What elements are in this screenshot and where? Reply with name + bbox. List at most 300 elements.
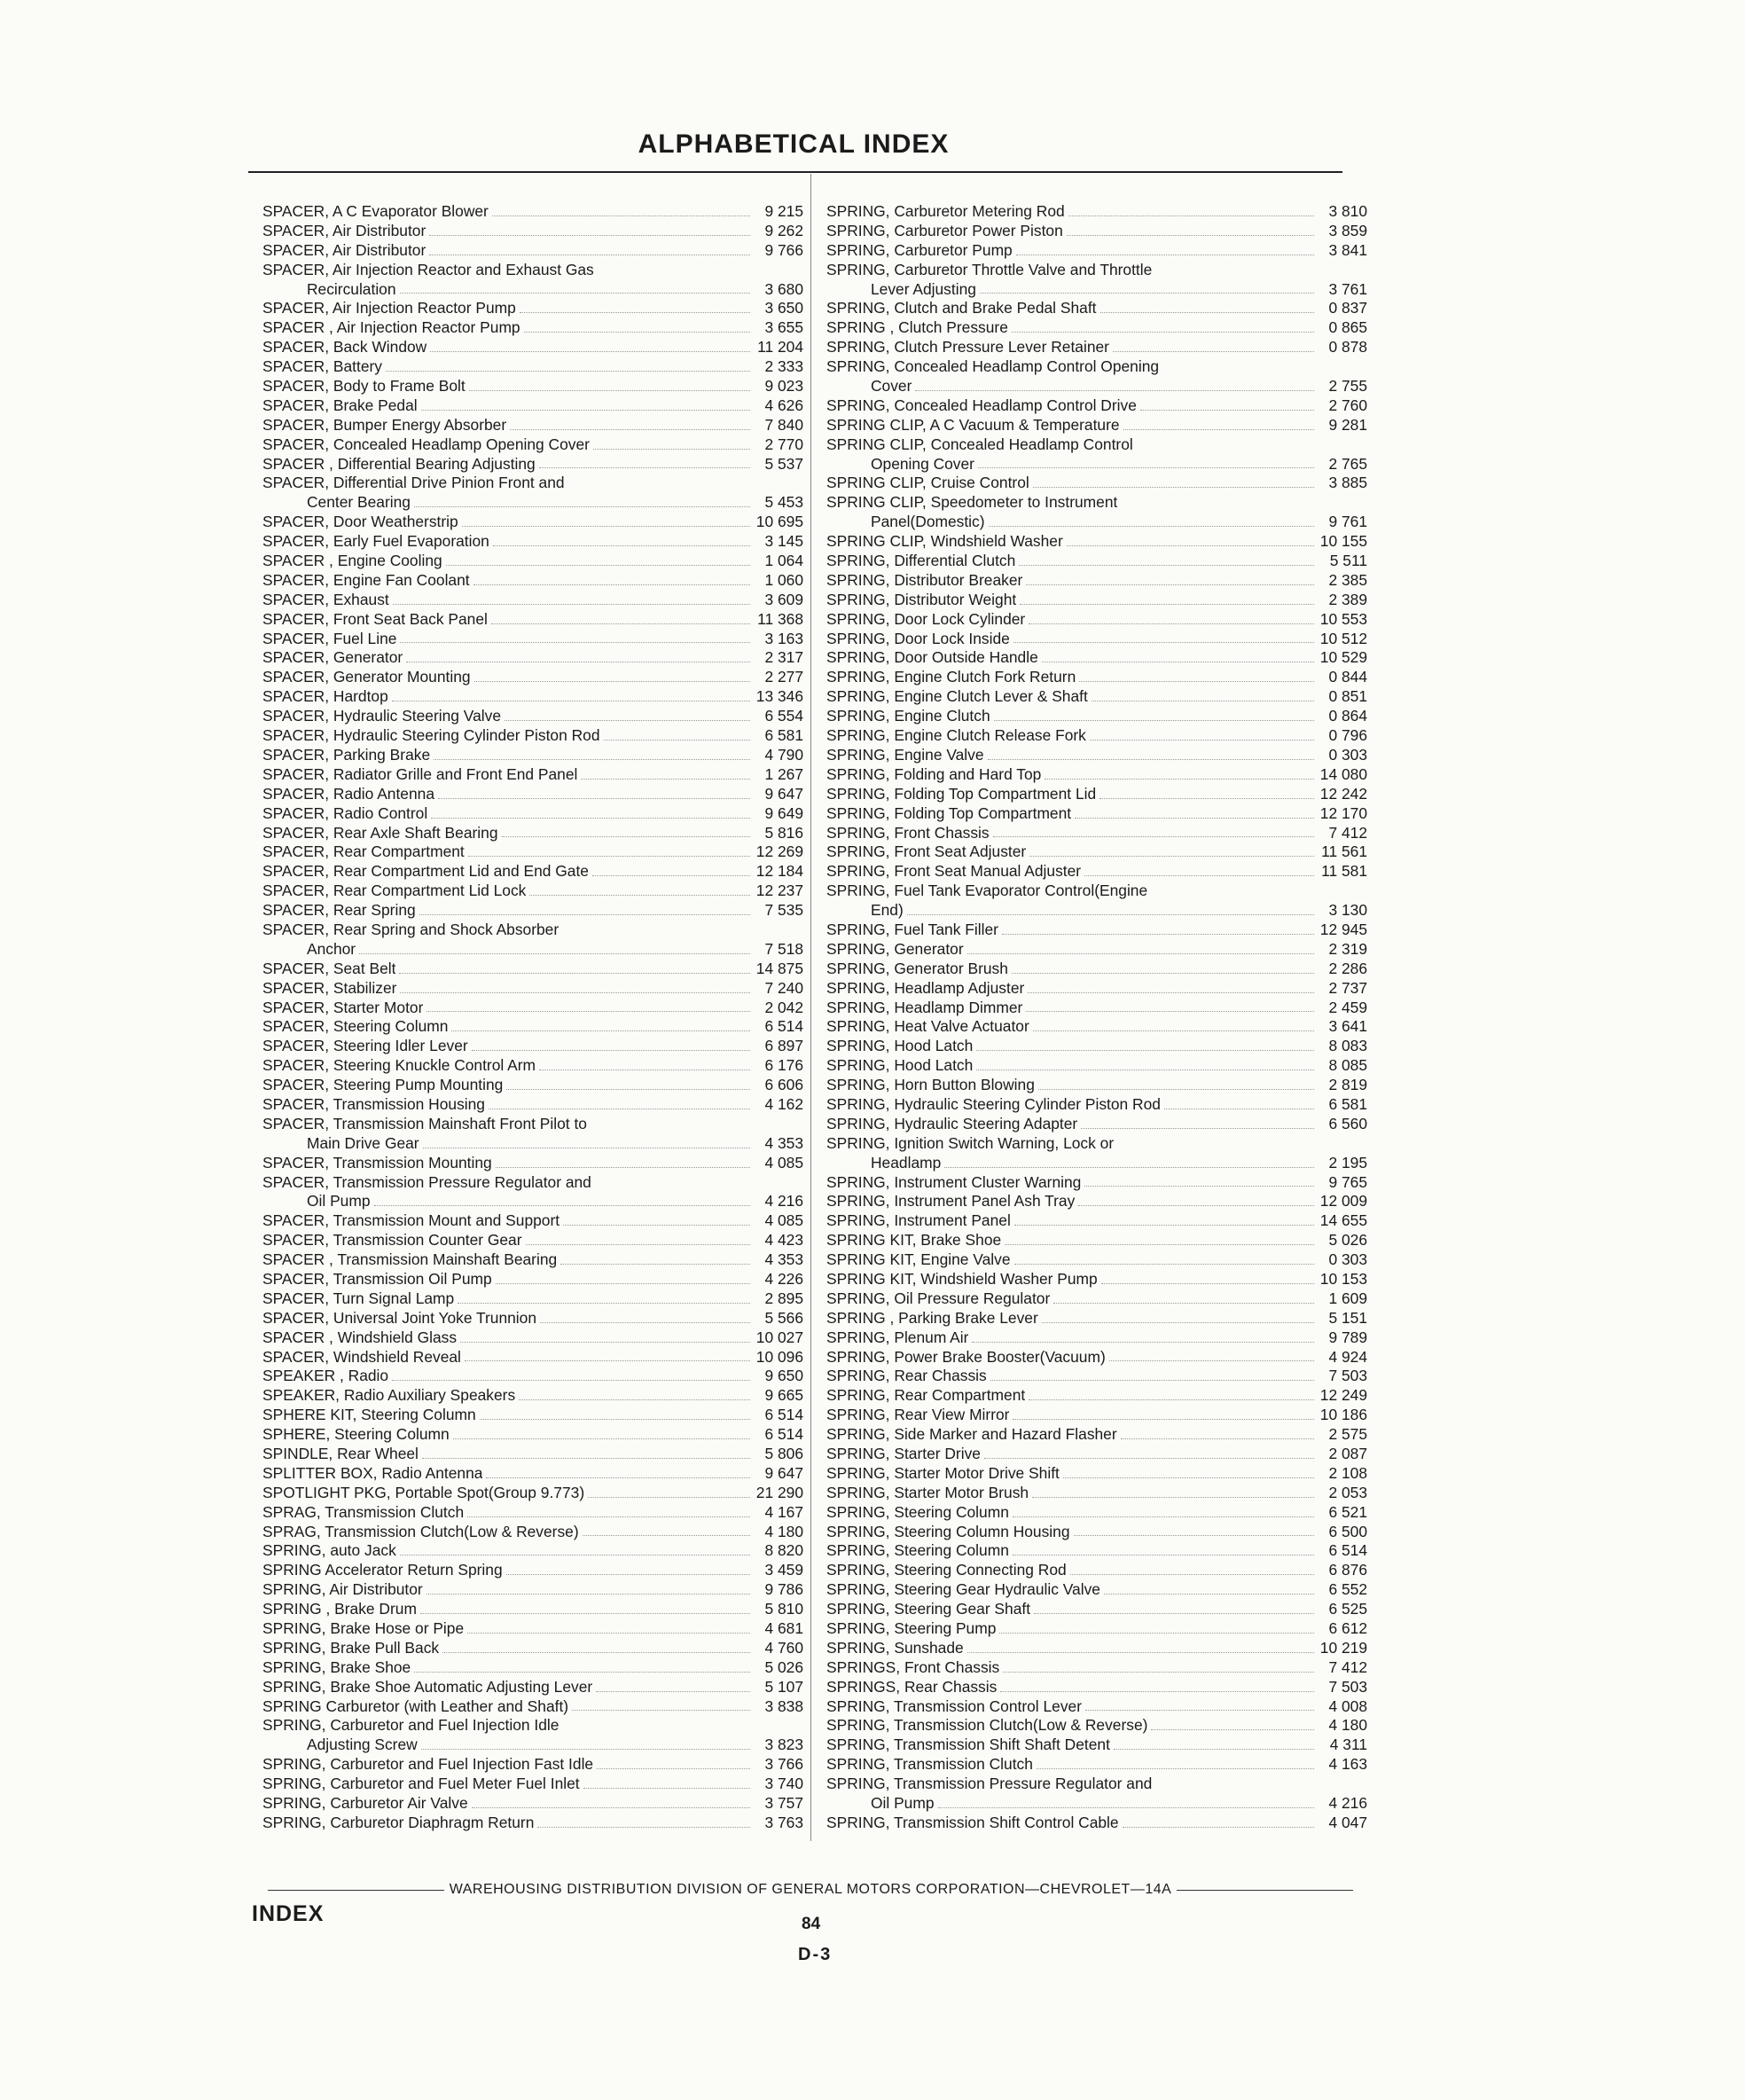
index-entry xyxy=(826,1211,1367,1231)
entry-name: SPRING, Instrument Panel xyxy=(826,1211,1011,1230)
index-entry xyxy=(262,1464,803,1484)
dot-leader xyxy=(469,377,750,391)
entry-name: SPACER, Radio Control xyxy=(262,803,428,822)
entry-page-ref: 4 790 xyxy=(764,745,803,764)
entry-name: SPHERE, Steering Column xyxy=(262,1425,450,1444)
dot-leader xyxy=(1068,202,1314,216)
entry-name: Anchor xyxy=(307,939,356,958)
index-entry xyxy=(262,552,803,571)
entry-page-ref: 2 389 xyxy=(1328,590,1367,608)
entry-name: SPRING, Transmission Shift Control Cable xyxy=(826,1813,1119,1831)
entry-page-ref: 0 865 xyxy=(1328,318,1367,337)
entry-name: SPRING, Steering Connecting Rod xyxy=(826,1561,1067,1579)
index-entry xyxy=(826,318,1367,338)
entry-name: SPRING, Steering Gear Shaft xyxy=(826,1600,1031,1618)
entry-page-ref: 10 695 xyxy=(755,513,803,531)
index-entry xyxy=(262,1580,803,1600)
entry-page-ref: 6 612 xyxy=(1328,1619,1367,1638)
index-entry xyxy=(262,1211,803,1231)
index-entry xyxy=(262,1658,803,1678)
dot-leader xyxy=(430,338,750,352)
dot-leader xyxy=(1019,552,1314,566)
dot-leader xyxy=(421,1736,750,1750)
index-entry xyxy=(826,1678,1367,1697)
entry-name: SPRING, Distributor Weight xyxy=(826,590,1017,608)
entry-page-ref: 9 650 xyxy=(764,1367,803,1385)
index-entry xyxy=(826,940,1367,960)
index-entry xyxy=(262,940,803,960)
entry-name: SPRING, Carburetor Metering Rod xyxy=(826,202,1065,220)
dot-leader xyxy=(1075,804,1314,819)
dot-leader xyxy=(426,999,750,1013)
index-entry xyxy=(826,396,1367,416)
entry-name: End) xyxy=(871,901,904,920)
entry-name: Center Bearing xyxy=(307,493,411,512)
entry-name: SPRING, Carburetor Air Valve xyxy=(262,1794,468,1813)
dot-leader xyxy=(1100,299,1315,313)
dot-leader xyxy=(472,1794,750,1808)
entry-page-ref: 3 130 xyxy=(1328,901,1367,920)
index-column-left xyxy=(262,202,803,1833)
index-entry xyxy=(262,222,803,241)
dot-leader xyxy=(563,1211,750,1226)
index-entry xyxy=(262,1814,803,1833)
dot-leader xyxy=(392,687,750,701)
entry-page-ref: 6 581 xyxy=(764,726,803,745)
entry-name: SPRING, auto Jack xyxy=(262,1541,396,1560)
dot-leader xyxy=(988,746,1314,760)
entry-name: SPRING CLIP, A C Vacuum & Temperature xyxy=(826,415,1120,434)
index-entry xyxy=(826,1658,1367,1678)
index-entry xyxy=(826,1541,1367,1561)
dot-leader xyxy=(1014,1250,1315,1265)
index-entry xyxy=(826,882,1367,901)
entry-page-ref: 5 806 xyxy=(764,1445,803,1462)
index-entry xyxy=(262,1115,803,1134)
entry-page-ref: 0 796 xyxy=(1328,726,1367,745)
section-code: D-3 xyxy=(798,1945,833,1964)
entry-name: SPACER, Hydraulic Steering Cylinder Piston Rod xyxy=(262,726,600,745)
index-entry xyxy=(262,435,803,455)
index-entry xyxy=(826,1095,1367,1115)
entry-name: SPRING, Carburetor Pump xyxy=(826,240,1013,259)
dot-leader xyxy=(915,377,1314,391)
dot-leader xyxy=(492,202,750,216)
entry-name: SPRING, Carburetor and Fuel Injection Fast Idle xyxy=(262,1755,594,1774)
dot-leader xyxy=(1016,241,1314,255)
entry-name: SPACER, Differential Drive Pinion Front and xyxy=(262,474,565,492)
dot-leader xyxy=(583,1775,750,1789)
dot-leader xyxy=(422,1445,750,1459)
entry-name: SPACER, Windshield Reveal xyxy=(262,1347,461,1366)
entry-name: SPRING, Engine Clutch Fork Return xyxy=(826,668,1076,686)
index-column-right xyxy=(826,202,1367,1833)
index-entry xyxy=(826,513,1367,532)
dot-leader xyxy=(972,1328,1314,1343)
entry-page-ref: 1 609 xyxy=(1328,1289,1367,1307)
footer-division-line xyxy=(262,1882,1358,1898)
dot-leader xyxy=(604,726,751,740)
dot-leader xyxy=(434,746,750,760)
index-entry xyxy=(826,474,1367,493)
entry-page-ref: 6 514 xyxy=(1328,1541,1367,1560)
dot-leader xyxy=(399,960,750,974)
entry-page-ref: 9 761 xyxy=(1328,513,1367,531)
entry-page-ref: 4 226 xyxy=(764,1269,803,1288)
index-entry xyxy=(262,901,803,921)
dot-leader xyxy=(1037,1755,1314,1769)
entry-name: SPRING KIT, Brake Shoe xyxy=(826,1231,1002,1250)
entry-name: Adjusting Screw xyxy=(307,1736,418,1754)
index-entry xyxy=(826,1173,1367,1193)
entry-page-ref: 7 840 xyxy=(764,415,803,434)
index-entry xyxy=(262,1134,803,1154)
dot-leader xyxy=(468,842,750,857)
index-entry xyxy=(826,1600,1367,1619)
index-entry xyxy=(826,416,1367,435)
entry-page-ref: 2 317 xyxy=(764,648,803,667)
index-entry xyxy=(262,1367,803,1386)
entry-name: SPACER, Radiator Grille and Front End Panel xyxy=(262,764,578,783)
dot-leader xyxy=(593,435,750,450)
index-entry xyxy=(262,979,803,999)
entry-page-ref: 5 453 xyxy=(764,493,803,512)
entry-name: SPACER, Radio Antenna xyxy=(262,784,434,803)
index-entry xyxy=(262,1154,803,1173)
dot-leader xyxy=(414,493,750,507)
entry-page-ref: 2 760 xyxy=(1328,396,1367,414)
index-entry xyxy=(262,1192,803,1211)
entry-name: SPRING, Brake Shoe Automatic Adjusting Lever xyxy=(262,1677,593,1696)
entry-name: SPRING CLIP, Cruise Control xyxy=(826,474,1029,492)
page-number: 84 xyxy=(802,1915,821,1933)
entry-page-ref: 2 087 xyxy=(1328,1445,1367,1462)
dot-leader xyxy=(1084,862,1314,876)
index-entry xyxy=(826,241,1367,261)
dot-leader xyxy=(588,1484,750,1498)
dot-leader xyxy=(393,591,750,605)
entry-name: Headlamp xyxy=(871,1153,942,1171)
index-entry xyxy=(826,1561,1367,1580)
entry-name: SPRING, Carburetor and Fuel Meter Fuel Inlet xyxy=(262,1775,580,1793)
footer-dash-right xyxy=(1177,1890,1353,1891)
entry-page-ref: 6 560 xyxy=(1328,1114,1367,1132)
dot-leader xyxy=(431,804,750,819)
index-entry xyxy=(826,571,1367,591)
entry-page-ref: 3 740 xyxy=(764,1775,803,1793)
entry-page-ref: 4 008 xyxy=(1328,1696,1367,1715)
entry-page-ref: 11 581 xyxy=(1321,862,1367,881)
entry-name: SPRING, Horn Button Blowing xyxy=(826,1076,1035,1094)
index-entry xyxy=(262,1173,803,1193)
index-entry xyxy=(826,1076,1367,1095)
entry-name: SPACER, Starter Motor xyxy=(262,998,424,1016)
entry-page-ref: 9 765 xyxy=(1328,1172,1367,1191)
dot-leader xyxy=(419,901,750,915)
entry-name: Panel(Domestic) xyxy=(871,513,985,531)
entry-page-ref: 2 895 xyxy=(764,1289,803,1307)
dot-leader xyxy=(400,1541,750,1555)
entry-name: Cover xyxy=(871,377,912,396)
entry-page-ref: 4 047 xyxy=(1328,1813,1367,1831)
entry-name: SPRING, Door Lock Inside xyxy=(826,629,1010,647)
entry-page-ref: 6 176 xyxy=(764,1056,803,1075)
dot-leader xyxy=(1013,630,1314,644)
entry-name: SPRINGS, Front Chassis xyxy=(826,1657,1000,1676)
entry-page-ref: 3 680 xyxy=(764,279,803,298)
entry-page-ref: 1 267 xyxy=(764,764,803,783)
index-entry xyxy=(262,842,803,862)
index-entry xyxy=(262,377,803,396)
entry-name: SPACER, Concealed Headlamp Opening Cover xyxy=(262,435,590,453)
entry-page-ref: 3 885 xyxy=(1328,474,1367,492)
entry-page-ref: 4 353 xyxy=(764,1133,803,1152)
index-entry xyxy=(262,493,803,513)
entry-name: SPRING, Rear View Mirror xyxy=(826,1406,1010,1424)
entry-page-ref: 9 766 xyxy=(764,240,803,259)
entry-name: SPRING, Clutch and Brake Pedal Shaft xyxy=(826,299,1097,317)
index-entry xyxy=(262,261,803,280)
entry-page-ref: 9 647 xyxy=(764,784,803,803)
entry-name: SPRING, Ignition Switch Warning, Lock or xyxy=(826,1133,1115,1152)
entry-name: SPRING, Folding Top Compartment Lid xyxy=(826,784,1097,803)
entry-page-ref: 3 838 xyxy=(764,1696,803,1715)
entry-page-ref: 7 518 xyxy=(764,939,803,958)
index-entry xyxy=(826,1484,1367,1503)
entry-page-ref: 6 514 xyxy=(764,1425,803,1444)
entry-page-ref: 4 216 xyxy=(764,1192,803,1211)
entry-page-ref: 9 647 xyxy=(764,1463,803,1482)
index-entry xyxy=(826,493,1367,513)
index-entry xyxy=(826,1775,1367,1794)
index-entry xyxy=(826,1716,1367,1736)
index-entry xyxy=(262,455,803,474)
dot-leader xyxy=(583,1523,750,1537)
dot-leader xyxy=(446,552,750,566)
entry-page-ref: 5 511 xyxy=(1329,552,1367,570)
dot-leader xyxy=(506,1561,750,1575)
entry-name: SPACER, Turn Signal Lamp xyxy=(262,1289,455,1307)
entry-page-ref: 6 554 xyxy=(764,707,803,725)
entry-name: SPRING , Brake Drum xyxy=(262,1600,417,1618)
index-entry xyxy=(262,726,803,746)
entry-name: SPACER, Transmission Pressure Regulator and xyxy=(262,1172,591,1191)
entry-page-ref: 13 346 xyxy=(755,687,803,706)
dot-leader xyxy=(472,1037,750,1051)
entry-page-ref: 7 412 xyxy=(1328,823,1367,842)
entry-page-ref: 9 665 xyxy=(764,1386,803,1405)
entry-name: Lever Adjusting xyxy=(871,279,976,298)
entry-name: SPRING, Door Lock Cylinder xyxy=(826,609,1026,628)
index-entry xyxy=(826,1192,1367,1211)
index-entry xyxy=(262,785,803,804)
dot-leader xyxy=(967,1639,1314,1653)
index-entry xyxy=(262,357,803,377)
entry-name: SPACER, Generator xyxy=(262,648,403,667)
entry-name: SPRING, Fuel Tank Evaporator Control(Engine xyxy=(826,882,1148,900)
index-entry xyxy=(826,1755,1367,1775)
entry-name: SPRING, Transmission Control Lever xyxy=(826,1696,1083,1715)
index-entry xyxy=(262,1736,803,1755)
dot-leader xyxy=(990,1367,1314,1381)
dot-leader xyxy=(1063,1464,1314,1478)
dot-leader xyxy=(1003,1658,1314,1673)
index-entry xyxy=(826,630,1367,649)
index-entry xyxy=(826,357,1367,377)
entry-name: SPRING, Instrument Cluster Warning xyxy=(826,1172,1082,1191)
index-entry xyxy=(262,1697,803,1717)
dot-leader xyxy=(458,1289,750,1304)
dot-leader xyxy=(999,1619,1314,1634)
entry-name: SPACER, Rear Compartment xyxy=(262,842,465,861)
dot-leader xyxy=(406,648,750,662)
entry-name: SPACER, Early Fuel Evaporation xyxy=(262,532,489,551)
dot-leader xyxy=(560,1250,750,1265)
index-entry xyxy=(262,1561,803,1580)
entry-name: SPACER, A C Evaporator Blower xyxy=(262,202,489,220)
entry-page-ref: 12 945 xyxy=(1319,920,1367,938)
dot-leader xyxy=(421,396,750,411)
index-entry xyxy=(262,1716,803,1736)
entry-page-ref: 12 237 xyxy=(755,882,803,900)
dot-leader xyxy=(489,1095,750,1109)
index-entry xyxy=(262,1425,803,1445)
entry-name: SPACER, Door Weatherstrip xyxy=(262,513,458,531)
index-entry xyxy=(262,1095,803,1115)
entry-page-ref: 4 760 xyxy=(764,1638,803,1657)
entry-page-ref: 8 083 xyxy=(1328,1037,1367,1055)
entry-name: SPACER, Steering Pump Mounting xyxy=(262,1076,504,1094)
index-entry xyxy=(826,338,1367,357)
index-entry xyxy=(826,1270,1367,1289)
entry-page-ref: 4 353 xyxy=(764,1250,803,1269)
entry-name: SPRING, Rear Chassis xyxy=(826,1367,987,1385)
index-entry xyxy=(262,960,803,979)
entry-name: SPRING, Engine Clutch Lever & Shaft xyxy=(826,687,1088,706)
entry-page-ref: 10 186 xyxy=(1319,1406,1367,1424)
dot-leader xyxy=(537,1814,750,1828)
index-entry xyxy=(262,668,803,687)
entry-name: SPRING, Starter Drive xyxy=(826,1445,981,1462)
footer-division-text: WAREHOUSING DISTRIBUTION DIVISION OF GENERAL MOTORS CORPORATION—CHEVROLET—14A xyxy=(449,1882,1172,1897)
entry-page-ref: 6 525 xyxy=(1328,1600,1367,1618)
index-entry xyxy=(262,1250,803,1270)
index-entry xyxy=(262,1775,803,1794)
entry-page-ref: 4 626 xyxy=(764,396,803,414)
index-entry xyxy=(826,979,1367,999)
index-entry xyxy=(826,648,1367,668)
dot-leader xyxy=(994,707,1314,721)
entry-page-ref: 10 096 xyxy=(755,1347,803,1366)
dot-leader xyxy=(1151,1716,1314,1730)
dot-leader xyxy=(400,280,750,294)
entry-name: SPACER, Steering Knuckle Control Arm xyxy=(262,1056,536,1075)
dot-leader xyxy=(1029,842,1314,857)
dot-leader xyxy=(976,1056,1314,1070)
entry-page-ref: 9 789 xyxy=(1328,1328,1367,1346)
dot-leader xyxy=(519,1386,750,1400)
dot-leader xyxy=(1045,765,1314,780)
dot-leader xyxy=(510,416,750,430)
entry-page-ref: 6 581 xyxy=(1328,1094,1367,1113)
entry-page-ref: 0 303 xyxy=(1328,745,1367,764)
entry-name: SPRING, Engine Valve xyxy=(826,745,984,764)
dot-leader xyxy=(429,241,750,255)
entry-page-ref: 5 151 xyxy=(1328,1308,1367,1327)
entry-name: SPRAG, Transmission Clutch xyxy=(262,1502,465,1521)
index-entry xyxy=(826,824,1367,843)
entry-page-ref: 3 859 xyxy=(1328,221,1367,239)
index-entry xyxy=(262,648,803,668)
dot-leader xyxy=(474,668,750,682)
entry-page-ref: 1 060 xyxy=(764,570,803,589)
dot-leader xyxy=(386,357,750,372)
entry-page-ref: 5 107 xyxy=(764,1677,803,1696)
entry-name: SPEAKER, Radio Auxiliary Speakers xyxy=(262,1386,516,1405)
index-entry xyxy=(826,1580,1367,1600)
index-entry xyxy=(262,1270,803,1289)
index-entry xyxy=(262,1406,803,1425)
dot-leader xyxy=(1079,668,1314,682)
index-entry xyxy=(826,280,1367,300)
index-label: INDEX xyxy=(252,1901,325,1926)
entry-page-ref: 10 553 xyxy=(1319,609,1367,628)
entry-name: SPRING, Distributor Breaker xyxy=(826,570,1023,589)
dot-leader xyxy=(1123,1814,1314,1828)
entry-page-ref: 4 924 xyxy=(1328,1347,1367,1366)
index-entry xyxy=(826,455,1367,474)
entry-page-ref: 7 412 xyxy=(1328,1657,1367,1676)
index-entry xyxy=(262,765,803,785)
entry-name: SPACER, Battery xyxy=(262,357,382,376)
index-entry xyxy=(262,513,803,532)
entry-page-ref: 5 816 xyxy=(764,823,803,842)
entry-page-ref: 6 500 xyxy=(1328,1522,1367,1540)
entry-name: SPACER, Brake Pedal xyxy=(262,396,418,414)
index-entry xyxy=(262,280,803,300)
entry-page-ref: 3 810 xyxy=(1328,202,1367,220)
dot-leader xyxy=(1002,921,1314,935)
entry-name: SPRAG, Transmission Clutch(Low & Reverse) xyxy=(262,1522,579,1540)
entry-page-ref: 0 837 xyxy=(1328,299,1367,317)
dot-leader xyxy=(907,901,1314,915)
index-entry xyxy=(826,377,1367,396)
index-entry xyxy=(262,1056,803,1076)
index-entry xyxy=(826,862,1367,882)
index-entry xyxy=(262,1794,803,1814)
index-entry xyxy=(262,1755,803,1775)
entry-page-ref: 3 757 xyxy=(764,1794,803,1813)
dot-leader xyxy=(1099,785,1314,799)
entry-page-ref: 9 023 xyxy=(764,377,803,396)
entry-name: SPRING, Brake Shoe xyxy=(262,1657,411,1676)
entry-page-ref: 3 163 xyxy=(764,629,803,647)
dot-leader xyxy=(524,318,750,333)
entry-name: SPRING, Hood Latch xyxy=(826,1037,974,1055)
entry-name: SPACER, Air Injection Reactor and Exhaust Gas xyxy=(262,260,594,278)
entry-name: SPRING, Folding Top Compartment xyxy=(826,803,1072,822)
dot-leader xyxy=(1034,1600,1314,1614)
entry-name: SPRING, Fuel Tank Filler xyxy=(826,920,998,938)
entry-name: SPRING, Door Outside Handle xyxy=(826,648,1038,667)
index-entry xyxy=(262,1541,803,1561)
index-entry xyxy=(826,1794,1367,1814)
dot-leader xyxy=(1104,1580,1314,1595)
entry-page-ref: 2 286 xyxy=(1328,959,1367,977)
entry-page-ref: 14 875 xyxy=(755,959,803,977)
entry-page-ref: 2 108 xyxy=(1328,1463,1367,1482)
dot-leader xyxy=(1123,416,1314,430)
